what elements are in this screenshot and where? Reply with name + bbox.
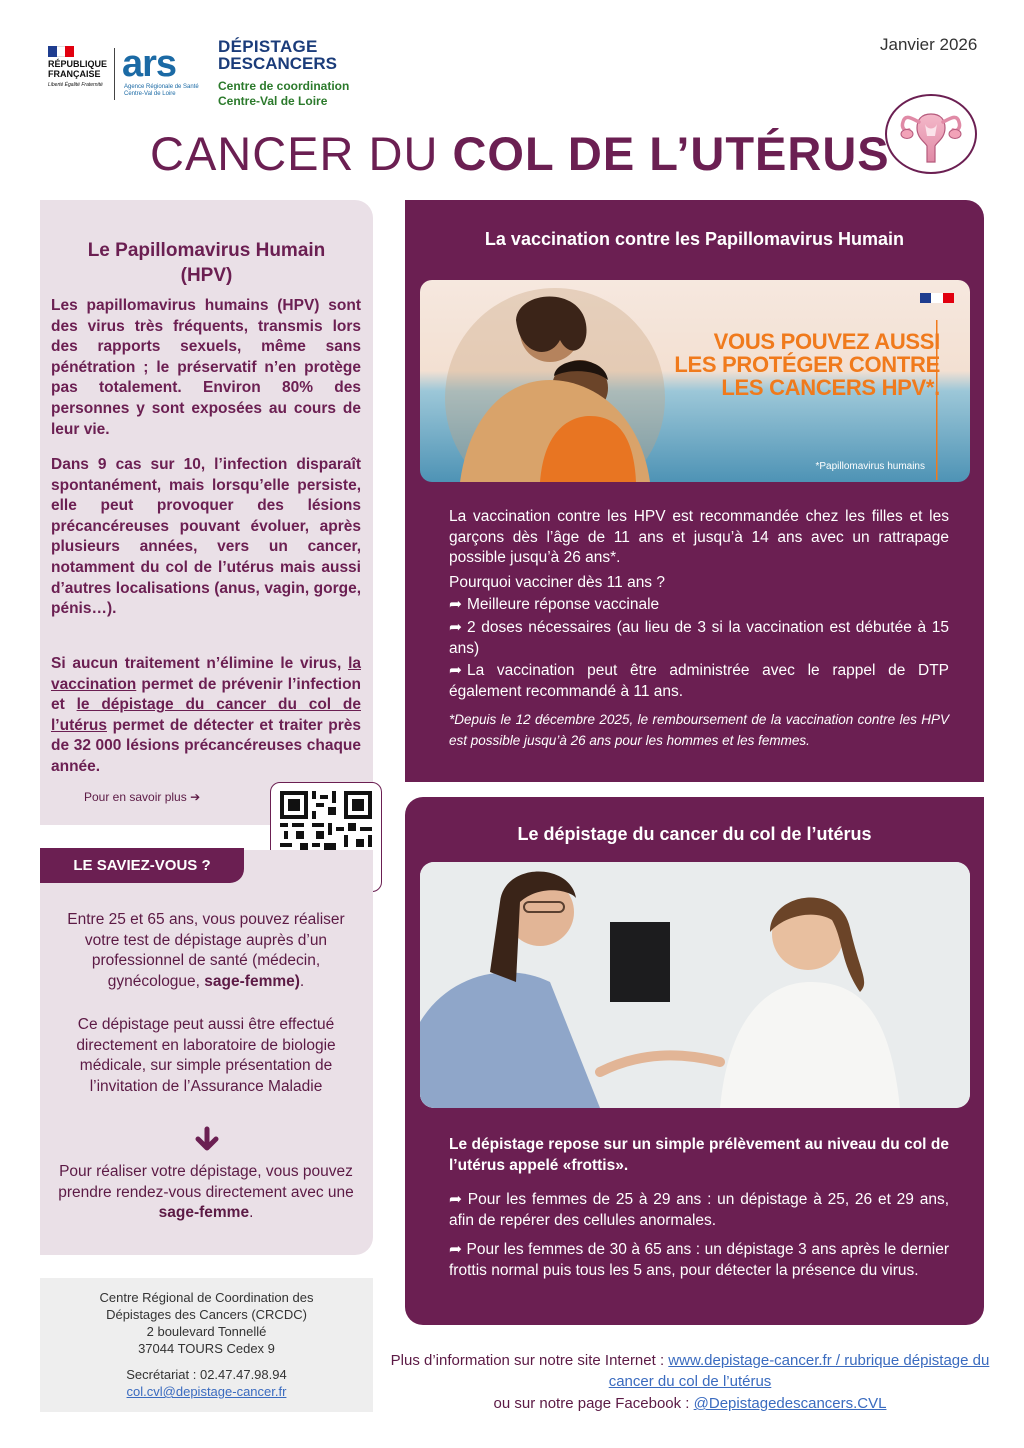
website-link[interactable]: www.depistage-cancer.fr / rubrique dépistage du cancer du col de l’utérus — [608, 1352, 990, 1390]
address-line-2: Dépistages des Cancers (CRCDC) — [106, 1307, 307, 1322]
depistage-bullet-1: ➦ Pour les femmes de 25 à 29 ans : un dépistage à 25, 26 et 29 ans, afin de repérer des cellules anormales. — [449, 1191, 949, 1229]
coordination-label: Centre de coordination — [218, 79, 350, 93]
ars-logo: ars — [122, 43, 177, 85]
uterus-icon — [885, 94, 977, 174]
more-info-link[interactable]: Pour en savoir plus ➔ — [84, 790, 201, 804]
footer-facebook: ou sur notre page Facebook : @Depistagedescancers.CVL — [493, 1395, 887, 1412]
vaccination-intro: La vaccination contre les HPV est recommandée chez les filles et les garçons dès l’âge de 11 ans et jusqu’à 14 ans avec un rattrapage possible jusqu’à 26 ans*. — [449, 508, 949, 567]
address-line-1: Centre Régional de Coordination des — [99, 1290, 314, 1305]
depistage-logo-line2: DESCANCERS — [218, 54, 338, 73]
curved-arrow-icon: ➦ — [449, 1241, 467, 1258]
vaccination-bullet-1: ➦ Meilleure réponse vaccinale — [449, 595, 949, 616]
region-label: Centre-Val de Loire — [218, 94, 328, 108]
curved-arrow-icon: ➦ — [449, 662, 462, 679]
page-title: CANCER DU COL DE L’UTÉRUS — [150, 127, 890, 180]
email-link[interactable]: col.cvl@depistage-cancer.fr — [126, 1384, 287, 1399]
vaccination-bullet-3: ➦ La vaccination peut être administrée avec le rappel de DTP également recommandé à 11 ans. — [449, 662, 949, 700]
depistage-bullet-2: ➦ Pour les femmes de 30 à 65 ans : un dépistage 3 ans après le dernier frottis normal puis tous les 5 ans, pour détecter la présence du virus. — [449, 1241, 949, 1279]
depistage-logo-line1: DÉPISTAGE — [218, 37, 318, 56]
vaccination-bullet-2: ➦ 2 doses nécessaires (au lieu de 3 si la vaccination est débutée à 15 ans) — [449, 619, 949, 657]
vaccination-why: Pourquoi vacciner dès 11 ans ? — [449, 574, 665, 591]
address-line-4: 37044 TOURS Cedex 9 — [138, 1341, 275, 1356]
campaign-headline: VOUS POUVEZ AUSSI LES PROTÉGER CONTRE LES CANCERS HPV*. — [674, 329, 940, 400]
arrow-right-icon: ➔ — [190, 790, 201, 804]
depistage-title: Le dépistage du cancer du col de l’utérus — [517, 824, 872, 844]
hpv-paragraph-3: Si aucun traitement n’élimine le virus, la vaccination permet de prévenir l’infection et le dépistage du cancer du col de l’utérus permet de détecter et traiter près de 32 000 lésions précancéreuses chaque année. — [51, 655, 361, 775]
ars-subtitle: Agence Régionale de Santé Centre-Val de Loire — [124, 84, 199, 97]
email-link-wrap — [40, 1383, 373, 1400]
curved-arrow-icon: ➦ — [449, 1191, 468, 1208]
curved-arrow-icon: ➦ — [449, 619, 462, 636]
header-divider — [114, 48, 115, 100]
footer-website: Plus d’information sur notre site Internet : www.depistage-cancer.fr / rubrique dépistage du cancer du col de l’utérus — [390, 1352, 990, 1390]
saviez-paragraph-2: Ce dépistage peut aussi être effectué directement en laboratoire de biologie médicale, sur simple présentation de l’invitation de l’Assurance Maladie — [76, 1016, 336, 1095]
republique-motto: Liberté Égalité Fraternité — [48, 82, 103, 88]
republique-francaise: RÉPUBLIQUE FRANÇAISE — [48, 59, 108, 79]
depistage-lead: Le dépistage repose sur un simple prélèvement au niveau du col de l’utérus appelé «frottis». — [449, 1136, 949, 1174]
facebook-link[interactable]: @Depistagedescancers.CVL — [693, 1395, 887, 1412]
curved-arrow-icon: ➦ — [449, 596, 462, 613]
arrow-down-icon — [192, 1125, 222, 1155]
vaccination-note: *Depuis le 12 décembre 2025, le remboursement de la vaccination contre les HPV est possible jusqu’à 26 ans pour les hommes et les femmes. — [449, 712, 949, 748]
saviez-paragraph-3: Pour réaliser votre dépistage, vous pouvez prendre rendez-vous directement avec une sage-femme. — [58, 1163, 354, 1222]
french-flag-icon — [48, 46, 74, 57]
depistage-link[interactable]: le dépistage du cancer du col de l’utérus — [51, 696, 361, 734]
vaccination-title: La vaccination contre les Papillomavirus Humain — [484, 229, 905, 249]
secretariat-phone: Secrétariat : 02.47.47.98.94 — [126, 1367, 287, 1382]
hpv-title: Le Papillomavirus Humain (HPV) — [87, 240, 326, 286]
consultation-photo — [420, 862, 970, 1108]
hpv-paragraph-2: Dans 9 cas sur 10, l’infection disparaît spontanément, mais lorsqu’elle persiste, elle peut provoquer des lésions précancéreuses pouvant évoluer, après plusieurs années, vers un cancer, notamment du col de l’utérus mais aussi d’autres localisations (anus, vagin, gorge, pénis…). — [51, 456, 361, 618]
campaign-flag-icon — [920, 293, 954, 303]
saviez-paragraph-1: Entre 25 et 65 ans, vous pouvez réaliser votre test de dépistage auprès d’un professionnel de santé (médecin, gynécologue, sage-femme). — [67, 911, 345, 990]
hpv-paragraph-1: Les papillomavirus humains (HPV) sont des virus très fréquents, transmis lors des rapports sexuels, même sans pénétration ; le préservatif n’en protège pas totalement. Environ 80% des personnes y sont exposées au cours de leur vie. — [51, 297, 361, 438]
campaign-footnote: *Papillomavirus humains — [815, 461, 925, 472]
vaccination-link[interactable]: la vaccination — [51, 655, 361, 693]
publication-date: Janvier 2026 — [880, 35, 978, 54]
address-line-3: 2 boulevard Tonnellé — [146, 1324, 267, 1339]
saviez-vous-tab: LE SAVIEZ-VOUS ? — [40, 848, 244, 883]
